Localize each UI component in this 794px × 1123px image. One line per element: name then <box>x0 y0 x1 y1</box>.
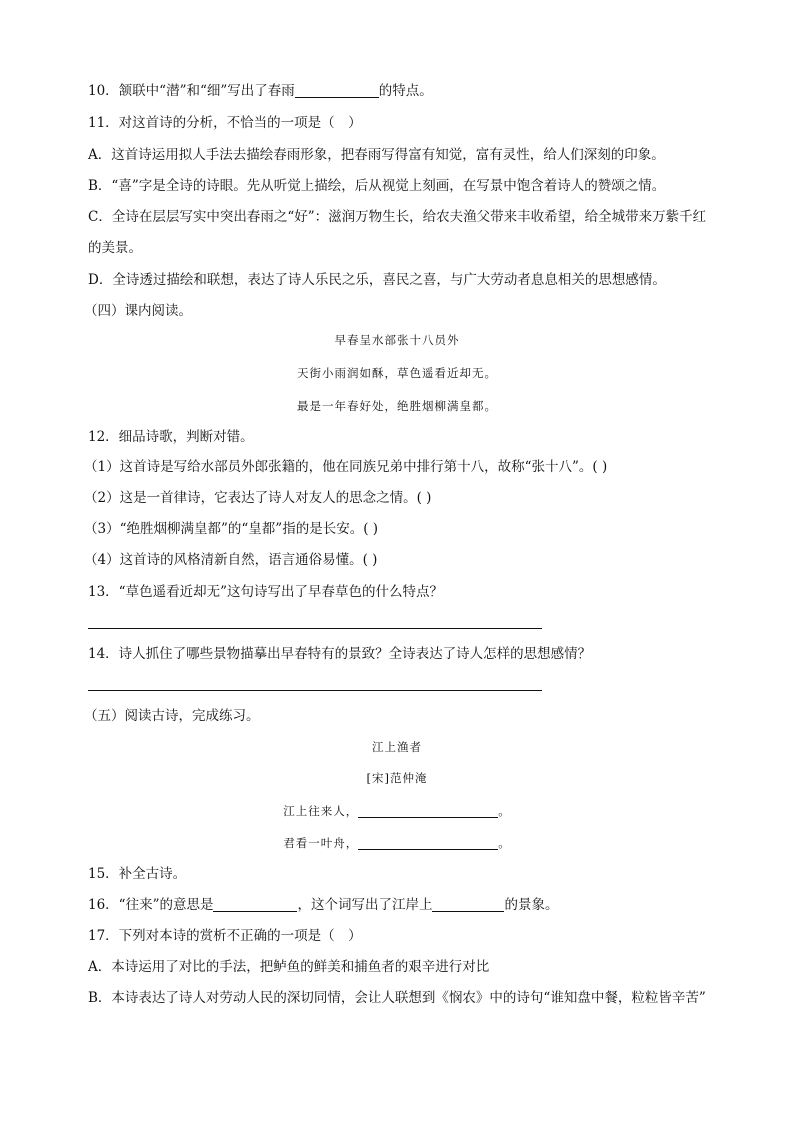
question-10 <box>88 81 433 101</box>
question-10-text: 10．颔联中“潜”和“细”写出了春雨 <box>88 83 295 99</box>
answer-blank[interactable] <box>295 83 379 98</box>
question-17-option-b[interactable]: B．本诗表达了诗人对劳动人民的深切同情，会让人联想到《悯农》中的诗句“谁知盘中餐，粒粒皆辛苦” <box>88 990 706 1006</box>
poem-fill-line-2: 君看一叶舟， 。 <box>283 836 511 850</box>
question-12-stem: 12．细品诗歌，判断对错。 <box>88 429 254 445</box>
question-11-option-a[interactable]: A．这首诗运用拟人手法去描绘春雨形象，把春雨写得富有知觉，富有灵性，给人们深刻的印象。 <box>88 147 665 163</box>
poem-fill-line-1: 江上往来人， 。 <box>283 804 511 818</box>
question-16: 16．“往来”的意思是 ，这个词写出了江岸上 的景象。 <box>88 897 559 913</box>
poem-line-2: 最是一年春好处，绝胜烟柳满皇都。 <box>297 399 497 413</box>
question-11-option-c[interactable]: C．全诗在层层写实中突出春雨之“好”：滋润万物生长，给农夫渔父带来丰收希望，给全城带来万紫千红的美景。 <box>88 209 707 256</box>
question-11-option-d[interactable]: D．全诗透过描绘和联想，表达了诗人乐民之乐，喜民之喜，与广大劳动者息息相关的思想感情。 <box>88 272 666 288</box>
poem-author: [宋]范仲淹 <box>366 771 428 785</box>
answer-line[interactable] <box>88 690 542 691</box>
answer-blank[interactable] <box>358 803 498 818</box>
question-13-stem: 13．“草色遥看近却无”这句诗写出了早春草色的什么特点？ <box>88 584 443 600</box>
question-17-stem: 17．下列对本诗的赏析不正确的一项是（ ） <box>88 928 362 944</box>
poem-line-1: 天街小雨润如酥，草色遥看近却无。 <box>297 366 497 380</box>
poem-title: 早春呈水部张十八员外 <box>334 333 460 347</box>
answer-line[interactable] <box>88 628 542 629</box>
answer-blank[interactable] <box>432 897 504 912</box>
question-11-stem: 11．对这首诗的分析，不恰当的一项是（ ） <box>88 115 362 131</box>
question-14-stem: 14．诗人抓住了哪些景物描摹出早春特有的景致？全诗表达了诗人怎样的思想感情？ <box>88 646 592 662</box>
question-12-statement-1[interactable]: （1）这首诗是写给水部员外郎张籍的，他在同族兄弟中排行第十八，故称“张十八”。( ) <box>84 459 608 475</box>
question-12-statement-2[interactable]: （2）这是一首律诗，它表达了诗人对友人的思念之情。( ) <box>84 490 432 506</box>
question-11-option-b[interactable]: B．“喜”字是全诗的诗眼。先从听觉上描绘，后从视觉上刻画，在写景中饱含着诗人的赞颂之情。 <box>88 178 666 194</box>
section-4-heading: （四）课内阅读。 <box>84 303 192 319</box>
question-12-statement-3[interactable]: （3）“绝胜烟柳满皇都”的“皇都”指的是长安。( ) <box>84 521 379 537</box>
question-15-stem: 15．补全古诗。 <box>88 866 187 882</box>
answer-blank[interactable] <box>213 897 297 912</box>
section-5-heading: （五）阅读古诗，完成练习。 <box>84 708 260 724</box>
question-10-suffix: 的特点。 <box>378 83 433 99</box>
poem-title: 江上渔者 <box>372 740 422 754</box>
answer-blank[interactable] <box>358 835 498 850</box>
question-12-statement-4[interactable]: （4）这首诗的风格清新自然，语言通俗易懂。( ) <box>84 552 378 568</box>
question-17-option-a[interactable]: A．本诗运用了对比的手法，把鲈鱼的鲜美和捕鱼者的艰辛进行对比 <box>88 959 490 975</box>
